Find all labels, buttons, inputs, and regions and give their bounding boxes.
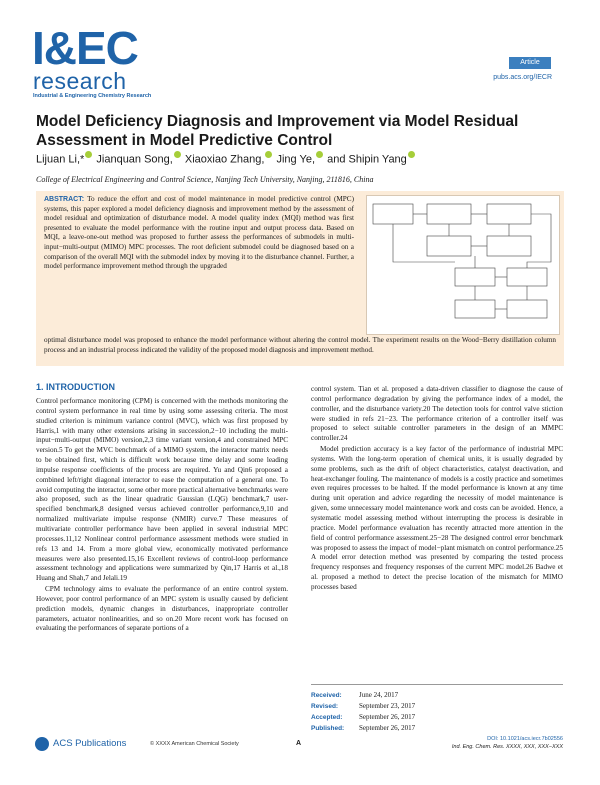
affiliation: College of Electrical Engineering and Control Science, Nanjing Tech University, Nanjing, 211816, China — [36, 175, 374, 184]
orcid-icon[interactable] — [174, 151, 181, 158]
history-row: Published: September 26, 2017 — [311, 724, 416, 732]
author-name[interactable]: Jing Ye, — [276, 153, 316, 166]
diagram-block — [427, 204, 471, 224]
orcid-icon[interactable] — [265, 151, 272, 158]
diagram-block — [455, 300, 495, 318]
diagram-block — [487, 204, 531, 224]
history-row: Received: June 24, 2017 — [311, 691, 399, 699]
body-column-left — [36, 397, 288, 634]
abstract-body-2: optimal disturbance model was proposed to enhance the model performance without altering the control model. The experiment results on the Wood−Berry distillation column process and an industrial process indicated the validity of the proposed model diagnosis and improvement method. — [44, 336, 556, 354]
toc-graphic — [366, 195, 560, 335]
citation-line: Ind. Eng. Chem. Res. XXXX, XXX, XXX−XXX — [451, 744, 563, 750]
body-paragraph: Model prediction accuracy is a key factor of the performance of industrial MPC systems. With the long-term operation of chemical units, it is usually degraded by some problems, such as the drift of object characteristics, catalyst deactivation, and heat-exchanger fouling. The maintenance of models is a costly practice and sometimes even requires processes to be halted. If the model performance is known at any time during unit operation and advice regarding the necessity of model maintenance is given, some unnecessary model maintenance work and costs can be avoided. Hence, a systematic model assessing method without interrupting the process is desirable in practice. Model performance evaluation has recently attracted more attention in the field of control performance assessment.25−28 The designed control error benchmark was proposed to assess the impact of model−plant mismatch on control performance.25 A model error detection method was presented by comparing the tested process frequency responses and frequency responses of the current MPC model.26 Badwe et al. proposed a method to detect the precise location of the mismatch for MIMO processes based — [311, 445, 563, 591]
toc-diagram — [373, 204, 551, 318]
history-row: Revised: September 23, 2017 — [311, 702, 416, 710]
author-name[interactable]: and Shipin Yang — [327, 153, 407, 166]
orcid-icon[interactable] — [85, 151, 92, 158]
diagram-block — [373, 204, 413, 224]
orcid-icon[interactable] — [408, 151, 415, 158]
paper-title: Model Deficiency Diagnosis and Improvement via Model Residual Assessment in Model Predictive Control — [36, 113, 519, 149]
journal-logo: I&EC — [32, 22, 138, 74]
publication-history — [311, 684, 563, 734]
journal-logo-tagline: Industrial & Engineering Chemistry Research — [33, 93, 152, 99]
abstract-body-1: To reduce the effort and cost of model maintenance in model predictive control (MPC) systems, this paper explored a model deficiency diagnosis and improvement method by the assessment of model residual and optimization of disturbance model. A model quality index (MQI) method was first presented to evaluate the model performance with the routine input and output process data. Based on MQI, a leave-one-out method was proposed to further assess the performances of submodels in multi-input−multi-output (MIMO) MPC processes. The root deficient submodel could be diagnosed based on a comparison of the overall MQI with the submodel index by moving it to the disturbance channel. Further, a model performance improvement method through the upgraded — [44, 195, 354, 271]
diagram-block — [507, 268, 547, 286]
page-number: A — [296, 740, 302, 747]
abstract-label: ABSTRACT: — [44, 196, 85, 203]
author-name[interactable]: Xiaoxiao Zhang, — [184, 153, 265, 166]
body-paragraph: control system. Tian et al. proposed a data-driven classifier to diagnose the cause of control performance degradation by giving the performance index of a model, the controller, and the disturbance variety.20 The detection tools for control valve stiction were studied in refs 21−23. The performance criterion of a controller itself was proposed to select suitable controller parameters in the design of an MMPC controller.24 — [311, 385, 563, 443]
section-heading: 1. INTRODUCTION — [36, 382, 116, 392]
body-column-right — [311, 385, 563, 593]
journal-logo-sub: research — [33, 68, 127, 94]
history-row: Accepted: September 26, 2017 — [311, 713, 416, 721]
author-list — [36, 151, 566, 166]
abstract-text — [44, 195, 354, 272]
body-paragraph: Control performance monitoring (CPM) is concerned with the methods monitoring the control system performance in real time by using some assessing criteria. The most studied criterion is minimum variance control (MVC), which was first proposed by Harris,1 with many other extensions arising in succession,2−10 including the multi-input−multi-output (MIMO) version,2,3 time variant version,4 and constrained MPC version.5 To get the MVC benchmark of a MIMO system, the interactor matrix needs to be obtained first, which is difficult work because time delay and some leading impulse response coefficients of the process are required. Yu and Qin6 proposed a combined left/right diagonal interactor to ease the computation of a general one. To avoid computing the interactor, some other more practical alternative benchmarks were also proposed, such as the linear quadratic Gaussian (LQG) benchmark,7 user-specified benchmark,8 designed versus achieved controller performance,9,10 and normalized multivariate impulse response (NMIR) curve.7 These measures of multivariate controller performance have been applied in several industrial MPC processes.11,12 Nonlinear control performance assessment methods were studied in refs 13 and 14. From a more global view, economically motivated performance measures were also presented.15,16 Excellent reviews of control-loop performance assessment technology and applications were summarized by Qin,17 Harris et al.,18 Huang and Shah,7 and Jelali.19 — [36, 397, 288, 583]
publisher-name[interactable]: ACS Publications — [53, 738, 127, 749]
diagram-block — [507, 300, 547, 318]
diagram-block — [487, 236, 531, 256]
diagram-block — [455, 268, 495, 286]
author-name[interactable]: Lijuan Li,* — [36, 153, 85, 166]
orcid-icon[interactable] — [316, 151, 323, 158]
author-name[interactable]: Jianquan Song, — [96, 153, 173, 166]
diagram-block — [427, 236, 471, 256]
article-type-badge: Article — [509, 57, 551, 69]
acs-logo-icon[interactable] — [35, 737, 49, 751]
doi-link[interactable]: DOI: 10.1021/acs.iecr.7b02556 — [487, 736, 563, 742]
copyright-notice: © XXXX American Chemical Society — [150, 741, 239, 747]
journal-url-link[interactable]: pubs.acs.org/IECR — [493, 74, 552, 81]
body-paragraph: CPM technology aims to evaluate the performance of an entire control system. However, poor control performance of an MPC system is usually caused by deficient prediction models, dynamic changes in disturbances, inappropriate controller parameters, actuator nonlinearities, and so on.20 More recent work has focused on evaluating the performances of separate portions of a — [36, 585, 288, 633]
